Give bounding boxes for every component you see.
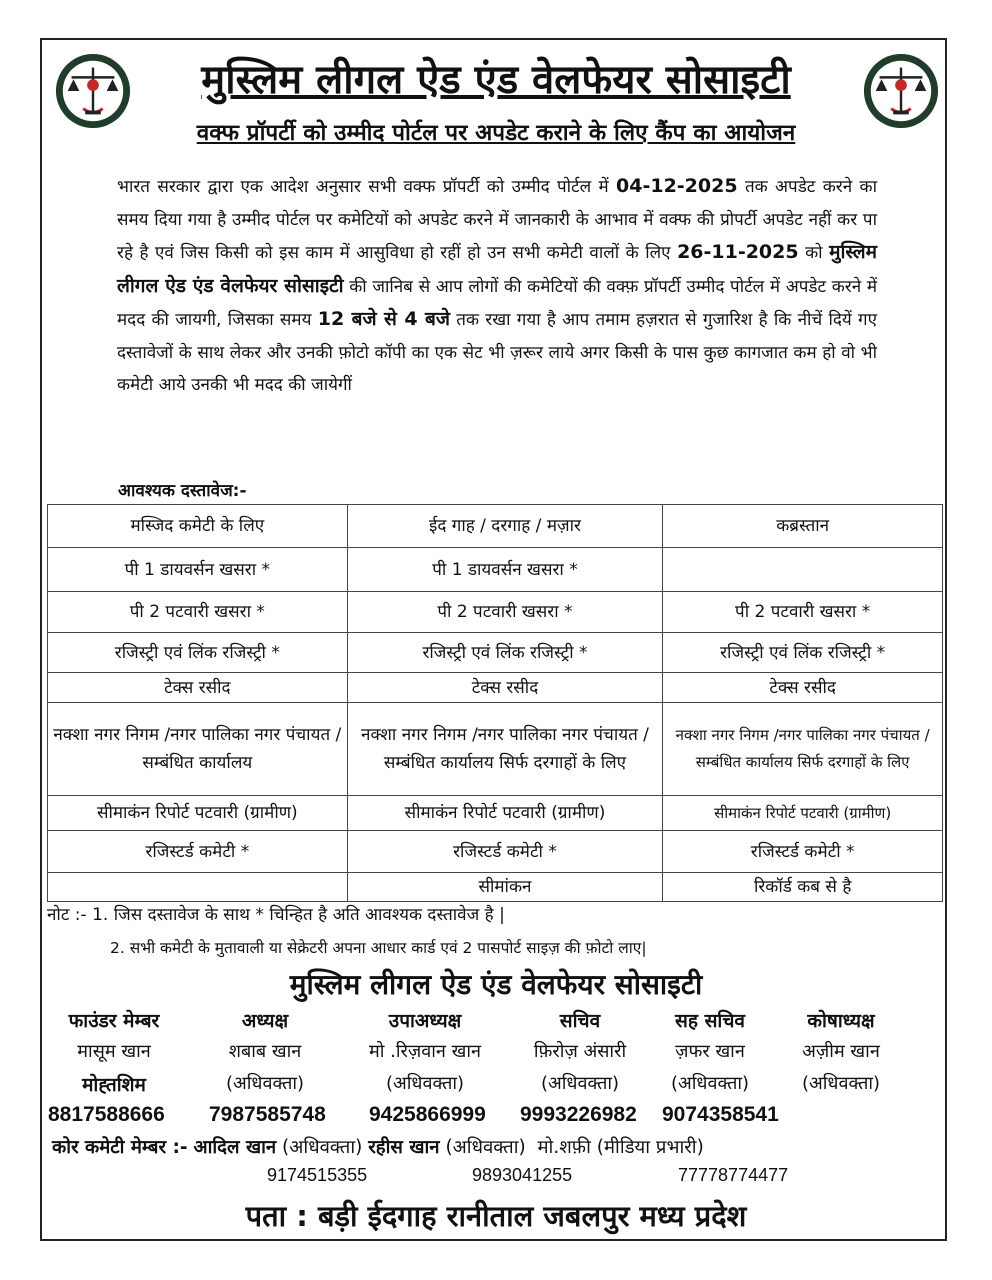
- column-header: मस्जिद कमेटी के लिए: [48, 505, 348, 548]
- core-member-note: (अधिवक्ता): [445, 1137, 526, 1158]
- member-vice-president: [340, 1006, 510, 1100]
- table-cell: पी 2 पटवारी खसरा *: [663, 592, 943, 633]
- deadline-date: 04-12-2025: [616, 175, 738, 197]
- camp-date: 26-11-2025: [677, 241, 799, 263]
- member-designation: (अधिवक्ता): [670, 1073, 750, 1094]
- table-cell: रजिस्ट्री एवं लिंक रजिस्ट्री *: [48, 633, 348, 673]
- table-cell: रिकॉर्ड कब से है: [663, 873, 943, 902]
- documents-heading: आवश्यक दस्तावेज:-: [118, 481, 247, 501]
- core-committee-line: [52, 1133, 704, 1163]
- member-phone: 9425866999: [369, 1103, 486, 1126]
- core-member-note: (मीडिया प्रभारी): [596, 1137, 704, 1158]
- note-1: नोट :- 1. जिस दस्तावेज के साथ * चिन्हित है अति आवश्यक दस्तावेज है |: [47, 905, 505, 925]
- member-phone: 9993226982: [520, 1103, 637, 1126]
- column-header: कब्रस्तान: [663, 505, 943, 548]
- table-cell: सीमाकंन रिपोर्ट पटवारी (ग्रामीण): [663, 796, 943, 831]
- member-phone: 8817588666: [48, 1103, 165, 1126]
- member-designation: (अधिवक्ता): [801, 1073, 881, 1094]
- member-role: सचिव: [559, 1010, 601, 1032]
- member-name: मो .रिज़वान खान: [368, 1041, 481, 1062]
- member-phone: 9074358541: [662, 1103, 779, 1126]
- core-committee-label: कोर कमेटी मेम्बर :-: [52, 1137, 188, 1158]
- member-role: फाउंडर मेम्बर: [68, 1010, 160, 1032]
- address: पता : बड़ी ईदगाह रानीताल जबलपुर मध्य प्रदेश: [245, 1199, 747, 1233]
- core-member-note: (अधिवक्ता): [282, 1137, 363, 1158]
- table-cell: सीमांकन: [347, 873, 663, 902]
- camp-time: 12 बजे से 4 बजे: [317, 308, 450, 330]
- table-row: [48, 633, 943, 673]
- table-row: [48, 673, 943, 703]
- core-member-phone: 9893041255: [472, 1165, 573, 1185]
- table-cell: [48, 873, 348, 902]
- member-designation: (अधिवक्ता): [385, 1073, 465, 1094]
- member-role: अध्यक्ष: [241, 1010, 289, 1032]
- member-name: अज़ीम खान: [802, 1041, 880, 1062]
- table-row: [48, 703, 943, 796]
- table-row: [48, 831, 943, 873]
- member-name: फ़िरोज़ अंसारी: [533, 1041, 627, 1062]
- member-designation: (अधिवक्ता): [540, 1073, 620, 1094]
- column-header: ईद गाह / दरगाह / मज़ार: [347, 505, 663, 548]
- member-role: कोषाध्यक्ष: [807, 1010, 875, 1032]
- table-cell: [663, 548, 943, 592]
- table-cell: नक्शा नगर निगम /नगर पालिका नगर पंचायत / सम्बंधित कार्यालय: [48, 703, 348, 796]
- member-secretary: [510, 1006, 650, 1100]
- core-member-name: रहीस खान: [368, 1137, 440, 1158]
- org-name-inline: मुस्लिम लीगल ऐड एंड वेलफेयर सोसाइटी: [117, 241, 877, 297]
- member-designation: (अधिवक्ता): [225, 1073, 305, 1094]
- table-cell: नक्शा नगर निगम /नगर पालिका नगर पंचायत / सम्बंधित कार्यालय सिर्फ दरगाहों के लिए: [663, 703, 943, 796]
- member-title: मोह्तशिम: [82, 1074, 146, 1096]
- society-name: मुस्लिम लीगल ऐड एंड वेलफेयर सोसाइटी: [289, 968, 703, 1001]
- table-cell: टेक्स रसीद: [347, 673, 663, 703]
- core-member-name: आदिल खान: [193, 1137, 277, 1158]
- member-name: ज़फर खान: [675, 1041, 745, 1062]
- table-cell: सीमाकंन रिपोर्ट पटवारी (ग्रामीण): [48, 796, 348, 831]
- table-row: [48, 548, 943, 592]
- table-cell: रजिस्ट्री एवं लिंक रजिस्ट्री *: [347, 633, 663, 673]
- table-cell: पी 2 पटवारी खसरा *: [347, 592, 663, 633]
- core-member-phone: 77778774477: [678, 1165, 789, 1185]
- table-cell: रजिस्टर्ड कमेटी *: [48, 831, 348, 873]
- member-name: मासूम खान: [77, 1041, 151, 1062]
- table-cell: टेक्स रसीद: [663, 673, 943, 703]
- table-cell: रजिस्टर्ड कमेटी *: [663, 831, 943, 873]
- table-cell: नक्शा नगर निगम /नगर पालिका नगर पंचायत / सम्बंधित कार्यालय सिर्फ दरगाहों के लिए: [347, 703, 663, 796]
- table-cell: टेक्स रसीद: [48, 673, 348, 703]
- table-cell: पी 1 डायवर्सन खसरा *: [48, 548, 348, 592]
- member-role: सह सचिव: [675, 1010, 745, 1032]
- member-role: उपाअध्यक्ष: [388, 1010, 462, 1032]
- core-member-name: मो.शफ़ी: [537, 1137, 591, 1158]
- page-title: मुस्लिम लीगल ऐड एंड वेलफेयर सोसाइटी: [201, 56, 791, 103]
- table-row: [48, 796, 943, 831]
- table-cell: पी 1 डायवर्सन खसरा *: [347, 548, 663, 592]
- core-member-phone: 9174515355: [267, 1165, 368, 1185]
- table-header-row: [48, 505, 943, 548]
- member-founder: [44, 1006, 184, 1102]
- table-cell: सीमाकंन रिपोर्ट पटवारी (ग्रामीण): [347, 796, 663, 831]
- table-cell: रजिस्ट्री एवं लिंक रजिस्ट्री *: [663, 633, 943, 673]
- table-cell: पी 2 पटवारी खसरा *: [48, 592, 348, 633]
- table-cell: रजिस्टर्ड कमेटी *: [347, 831, 663, 873]
- documents-table: [47, 504, 943, 902]
- note-2: 2. सभी कमेटी के मुतावाली या सेक्रेटरी अपना आधार कार्ड एवं 2 पासपोर्ट साइज़ की फ़ोटो लाए|: [110, 939, 647, 957]
- member-name: शबाब खान: [228, 1041, 302, 1062]
- member-treasurer: [778, 1006, 904, 1100]
- member-president: [200, 1006, 330, 1100]
- announcement-paragraph: भारत सरकार द्वारा एक आदेश अनुसार सभी वक्फ प्रॉपर्टी को उम्मीद पोर्टल में 04-12-2025 तक अपडेट करने का समय दिया गया है उम्मीद पोर्टल पर कमेटियों को अपडेट करने में जानकारी के आभाव में वक्फ की प्रोपर्टी अपडेट नहीं कर पा रहे है एवं जिस किसी को इस काम में आसुविधा हो रहीं हो उन सभी कमेटी वालों के लिए 26-11-2025 को मुस्लिम लीगल ऐड एंड वेलफेयर सोसाइटी की जानिब से आप लोगों की कमेटियों की वक्फ़ प्रॉपर्टी उम्मीद पोर्टल में अपडेट करने में मदद की जायगी, जिसका समय 12 बजे से 4 बजे तक रखा गया है आप तमाम हज़रात से गुजारिश है कि नीचें दियें गए दस्तावेजों के साथ लेकर और उनकी फ़ोटो कॉपी का एक सेट भी ज़रूर लाये अगर किसी के पास कुछ कागजात कम हो वो भी कमेटी आये उनकी भी मदद की जायेगीं: [117, 175, 877, 395]
- member-joint-secretary: [650, 1006, 770, 1100]
- table-row: [48, 873, 943, 902]
- member-phone: 7987585748: [209, 1103, 326, 1126]
- page-subtitle: वक्फ प्रॉपर्टी को उम्मीद पोर्टल पर अपडेट कराने के लिए कैंप का आयोजन: [196, 120, 796, 146]
- table-row: [48, 592, 943, 633]
